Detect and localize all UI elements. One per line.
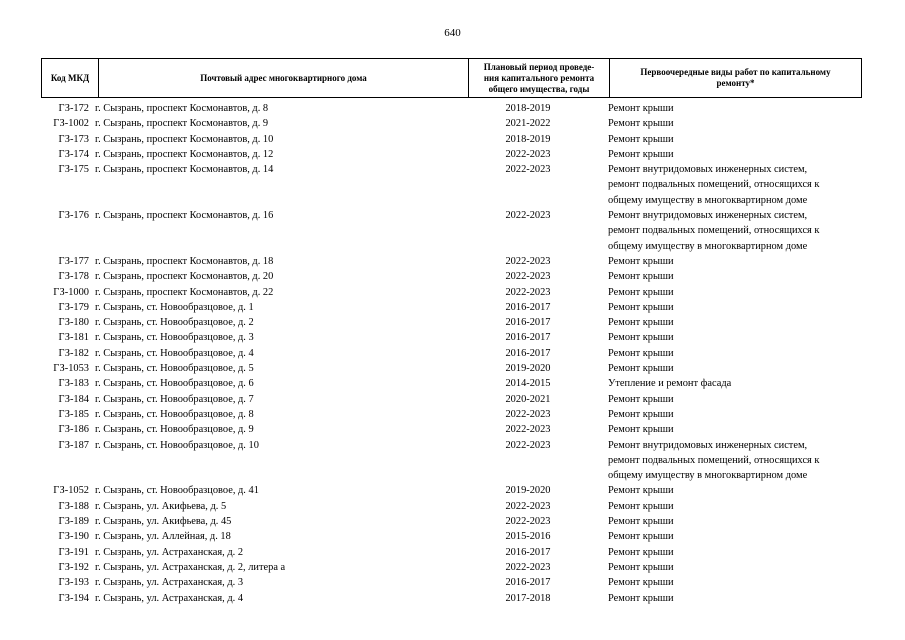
mkd-code: ГЗ-189 bbox=[58, 516, 89, 528]
mkd-code: ГЗ-191 bbox=[58, 546, 89, 558]
repair-period: 2022-2023 bbox=[505, 408, 551, 420]
table-row bbox=[41, 116, 862, 131]
mkd-address: г. Сызрань, проспект Космонавтов, д. 12 bbox=[95, 148, 274, 160]
header-period-line: ния капитального ремонта bbox=[483, 72, 595, 83]
repair-period: 2022-2023 bbox=[505, 424, 551, 436]
repair-works bbox=[596, 269, 862, 284]
repair-works bbox=[596, 315, 862, 330]
table-row bbox=[41, 300, 862, 315]
mkd-address: г. Сызрань, ул. Акифьева, д. 45 bbox=[95, 516, 232, 528]
mkd-code: ГЗ-179 bbox=[58, 301, 89, 313]
repair-period: 2022-2023 bbox=[505, 561, 551, 573]
mkd-address: г. Сызрань, ул. Астраханская, д. 2, литера а bbox=[95, 561, 286, 573]
repair-works bbox=[596, 346, 862, 361]
repair-works-line: Ремонт крыши bbox=[608, 531, 674, 543]
mkd-code: ГЗ-188 bbox=[58, 500, 89, 512]
repair-works-line: Ремонт крыши bbox=[608, 286, 674, 298]
repair-works-line: Ремонт крыши bbox=[608, 118, 674, 130]
table-row bbox=[41, 392, 862, 407]
mkd-address: г. Сызрань, ст. Новообразцовое, д. 1 bbox=[95, 301, 254, 313]
header-period-line: Плановый период проведе- bbox=[483, 61, 595, 72]
repair-period: 2022-2023 bbox=[505, 255, 551, 267]
table-row bbox=[41, 101, 862, 116]
repair-works-line: Ремонт крыши bbox=[608, 317, 674, 329]
mkd-address: г. Сызрань, ст. Новообразцовое, д. 2 bbox=[95, 317, 254, 329]
repair-works-line: Ремонт крыши bbox=[608, 516, 674, 528]
repair-works-line: общему имуществу в многоквартирном доме bbox=[608, 470, 808, 482]
repair-works bbox=[596, 208, 862, 254]
repair-period: 2022-2023 bbox=[505, 500, 551, 512]
mkd-code: ГЗ-184 bbox=[58, 393, 89, 405]
repair-period: 2022-2023 bbox=[505, 164, 551, 176]
mkd-address: г. Сызрань, ст. Новообразцовое, д. 4 bbox=[95, 347, 254, 359]
mkd-code: ГЗ-1053 bbox=[53, 363, 89, 375]
repair-period: 2016-2017 bbox=[505, 317, 551, 329]
mkd-address: г. Сызрань, проспект Космонавтов, д. 22 bbox=[95, 286, 274, 298]
repair-works-line: Ремонт крыши bbox=[608, 148, 674, 160]
header-code: Код МКД bbox=[42, 59, 99, 98]
header-period bbox=[469, 59, 610, 98]
repair-period: 2016-2017 bbox=[505, 546, 551, 558]
header-period-line: общего имущества, годы bbox=[488, 83, 590, 94]
mkd-code: ГЗ-190 bbox=[58, 531, 89, 543]
repair-period: 2016-2017 bbox=[505, 347, 551, 359]
repair-works bbox=[596, 438, 862, 484]
table-row bbox=[41, 560, 862, 575]
table-row bbox=[41, 162, 862, 208]
repair-works-line: Ремонт внутридомовых инженерных систем, bbox=[608, 210, 808, 222]
repair-works bbox=[596, 483, 862, 498]
repair-period: 2017-2018 bbox=[505, 592, 551, 604]
mkd-address: г. Сызрань, ул. Астраханская, д. 3 bbox=[95, 577, 244, 589]
header-works-line: ремонту* bbox=[716, 78, 755, 88]
repair-works-line: Ремонт крыши bbox=[608, 363, 674, 375]
repair-period: 2019-2020 bbox=[505, 363, 551, 375]
table-row bbox=[41, 147, 862, 162]
table-row bbox=[41, 422, 862, 437]
repair-period: 2022-2023 bbox=[505, 516, 551, 528]
mkd-address: г. Сызрань, ст. Новообразцовое, д. 7 bbox=[95, 393, 254, 405]
repair-period: 2019-2020 bbox=[505, 485, 551, 497]
repair-works bbox=[596, 407, 862, 422]
repair-works-line: ремонт подвальных помещений, относящихся к bbox=[608, 225, 820, 237]
table-header bbox=[41, 58, 862, 98]
repair-works bbox=[596, 285, 862, 300]
repair-period: 2016-2017 bbox=[505, 301, 551, 313]
mkd-code: ГЗ-185 bbox=[58, 408, 89, 420]
mkd-code: ГЗ-182 bbox=[58, 347, 89, 359]
table-row bbox=[41, 407, 862, 422]
repair-works-line: ремонт подвальных помещений, относящихся к bbox=[608, 454, 820, 466]
repair-period: 2016-2017 bbox=[505, 577, 551, 589]
mkd-code: ГЗ-172 bbox=[58, 103, 89, 114]
repair-works-line: Ремонт крыши bbox=[608, 577, 674, 589]
mkd-code: ГЗ-183 bbox=[58, 378, 89, 390]
header-works bbox=[610, 59, 862, 98]
repair-works bbox=[596, 162, 862, 208]
mkd-code: ГЗ-173 bbox=[58, 133, 89, 145]
repair-works-line: Ремонт крыши bbox=[608, 301, 674, 313]
table-row bbox=[41, 545, 862, 560]
repair-works bbox=[596, 514, 862, 529]
repair-works-line: Ремонт крыши bbox=[608, 485, 674, 497]
mkd-code: ГЗ-175 bbox=[58, 164, 89, 176]
repair-period: 2016-2017 bbox=[505, 332, 551, 344]
mkd-address: г. Сызрань, ул. Акифьева, д. 5 bbox=[95, 500, 227, 512]
repair-period: 2022-2023 bbox=[505, 210, 551, 222]
repair-works bbox=[596, 529, 862, 544]
repair-works bbox=[596, 545, 862, 560]
repair-period: 2022-2023 bbox=[505, 271, 551, 283]
repair-works-line: Ремонт крыши bbox=[608, 561, 674, 573]
repair-works-line: Ремонт крыши bbox=[608, 546, 674, 558]
repair-works bbox=[596, 361, 862, 376]
mkd-address: г. Сызрань, проспект Космонавтов, д. 18 bbox=[95, 255, 274, 267]
repair-works bbox=[596, 392, 862, 407]
repair-works-line: Ремонт крыши bbox=[608, 393, 674, 405]
repair-period: 2022-2023 bbox=[505, 286, 551, 298]
repair-works bbox=[596, 254, 862, 269]
repair-works bbox=[596, 101, 862, 116]
repair-period: 2018-2019 bbox=[505, 103, 551, 114]
repair-works bbox=[596, 575, 862, 590]
table-row bbox=[41, 330, 862, 345]
table-row bbox=[41, 499, 862, 514]
repair-works-line: Ремонт крыши bbox=[608, 500, 674, 512]
table-row bbox=[41, 361, 862, 376]
mkd-address: г. Сызрань, проспект Космонавтов, д. 8 bbox=[95, 103, 269, 114]
mkd-code: ГЗ-1052 bbox=[53, 485, 89, 497]
repair-works bbox=[596, 132, 862, 147]
repair-works-line: общему имуществу в многоквартирном доме bbox=[608, 240, 808, 252]
mkd-address: г. Сызрань, проспект Космонавтов, д. 10 bbox=[95, 133, 274, 145]
repair-works-line: Ремонт крыши bbox=[608, 271, 674, 283]
repair-works-line: Ремонт крыши bbox=[608, 332, 674, 344]
repair-works bbox=[596, 147, 862, 162]
mkd-address: г. Сызрань, ул. Астраханская, д. 2 bbox=[95, 546, 244, 558]
table-row bbox=[41, 132, 862, 147]
repair-works bbox=[596, 376, 862, 391]
table-row bbox=[41, 376, 862, 391]
mkd-address: г. Сызрань, ст. Новообразцовое, д. 41 bbox=[95, 485, 259, 497]
mkd-code: ГЗ-180 bbox=[58, 317, 89, 329]
mkd-address: г. Сызрань, ст. Новообразцовое, д. 10 bbox=[95, 439, 259, 451]
repair-works-line: Ремонт внутридомовых инженерных систем, bbox=[608, 164, 808, 176]
table-row bbox=[41, 254, 862, 269]
table-row bbox=[41, 575, 862, 590]
table-row bbox=[41, 285, 862, 300]
mkd-address: г. Сызрань, ул. Астраханская, д. 4 bbox=[95, 592, 244, 604]
repair-works-line: Ремонт крыши bbox=[608, 592, 674, 604]
repair-works bbox=[596, 560, 862, 575]
mkd-code: ГЗ-1002 bbox=[53, 118, 89, 130]
repair-works-line: ремонт подвальных помещений, относящихся к bbox=[608, 179, 820, 191]
mkd-address: г. Сызрань, проспект Космонавтов, д. 16 bbox=[95, 210, 274, 222]
mkd-address: г. Сызрань, проспект Космонавтов, д. 14 bbox=[95, 164, 274, 176]
mkd-code: ГЗ-1000 bbox=[53, 286, 89, 298]
repair-period: 2018-2019 bbox=[505, 133, 551, 145]
mkd-code: ГЗ-186 bbox=[58, 424, 89, 436]
repair-works-line: Ремонт крыши bbox=[608, 255, 674, 267]
repair-works-line: Утепление и ремонт фасада bbox=[608, 378, 732, 390]
repair-period: 2022-2023 bbox=[505, 439, 551, 451]
header-address: Почтовый адрес многоквартирного дома bbox=[99, 59, 469, 98]
header-works-line: Первоочередные виды работ по капитальному bbox=[640, 67, 831, 77]
repair-works-line: Ремонт крыши bbox=[608, 347, 674, 359]
repair-works bbox=[596, 330, 862, 345]
repair-works-line: общему имуществу в многоквартирном доме bbox=[608, 194, 808, 206]
repair-period: 2021-2022 bbox=[505, 118, 551, 130]
mkd-address: г. Сызрань, проспект Космонавтов, д. 9 bbox=[95, 118, 269, 130]
mkd-address: г. Сызрань, ст. Новообразцовое, д. 3 bbox=[95, 332, 254, 344]
mkd-code: ГЗ-177 bbox=[58, 255, 89, 267]
mkd-address: г. Сызрань, ст. Новообразцовое, д. 6 bbox=[95, 378, 254, 390]
mkd-address: г. Сызрань, проспект Космонавтов, д. 20 bbox=[95, 271, 274, 283]
table-row bbox=[41, 208, 862, 254]
mkd-address: г. Сызрань, ст. Новообразцовое, д. 9 bbox=[95, 424, 254, 436]
table-row bbox=[41, 514, 862, 529]
table-row bbox=[41, 315, 862, 330]
repair-works bbox=[596, 499, 862, 514]
mkd-address: г. Сызрань, ул. Аллейная, д. 18 bbox=[95, 531, 231, 543]
repair-works-line: Ремонт крыши bbox=[608, 133, 674, 145]
repair-works bbox=[596, 300, 862, 315]
table-row bbox=[41, 483, 862, 498]
repair-works-line: Ремонт крыши bbox=[608, 103, 674, 114]
repair-works bbox=[596, 422, 862, 437]
table-body bbox=[41, 101, 862, 606]
repair-period: 2015-2016 bbox=[505, 531, 551, 543]
mkd-code: ГЗ-187 bbox=[58, 439, 89, 451]
mkd-code: ГЗ-181 bbox=[58, 332, 89, 344]
repair-works-line: Ремонт крыши bbox=[608, 408, 674, 420]
repair-period: 2014-2015 bbox=[505, 378, 551, 390]
page-number: 640 bbox=[444, 27, 461, 39]
mkd-code: ГЗ-192 bbox=[58, 561, 89, 573]
mkd-code: ГЗ-176 bbox=[58, 210, 89, 222]
mkd-code: ГЗ-194 bbox=[58, 592, 89, 604]
table-row bbox=[41, 591, 862, 606]
table-row bbox=[41, 529, 862, 544]
table-row bbox=[41, 346, 862, 361]
mkd-address: г. Сызрань, ст. Новообразцовое, д. 8 bbox=[95, 408, 254, 420]
mkd-code: ГЗ-174 bbox=[58, 148, 89, 160]
table-row bbox=[41, 438, 862, 484]
repair-works-line: Ремонт крыши bbox=[608, 424, 674, 436]
mkd-code: ГЗ-178 bbox=[58, 271, 89, 283]
repair-works bbox=[596, 591, 862, 606]
repair-works-line: Ремонт внутридомовых инженерных систем, bbox=[608, 439, 808, 451]
repair-period: 2022-2023 bbox=[505, 148, 551, 160]
repair-works bbox=[596, 116, 862, 131]
mkd-address: г. Сызрань, ст. Новообразцовое, д. 5 bbox=[95, 363, 254, 375]
mkd-code: ГЗ-193 bbox=[58, 577, 89, 589]
table-row bbox=[41, 269, 862, 284]
repair-period: 2020-2021 bbox=[505, 393, 551, 405]
